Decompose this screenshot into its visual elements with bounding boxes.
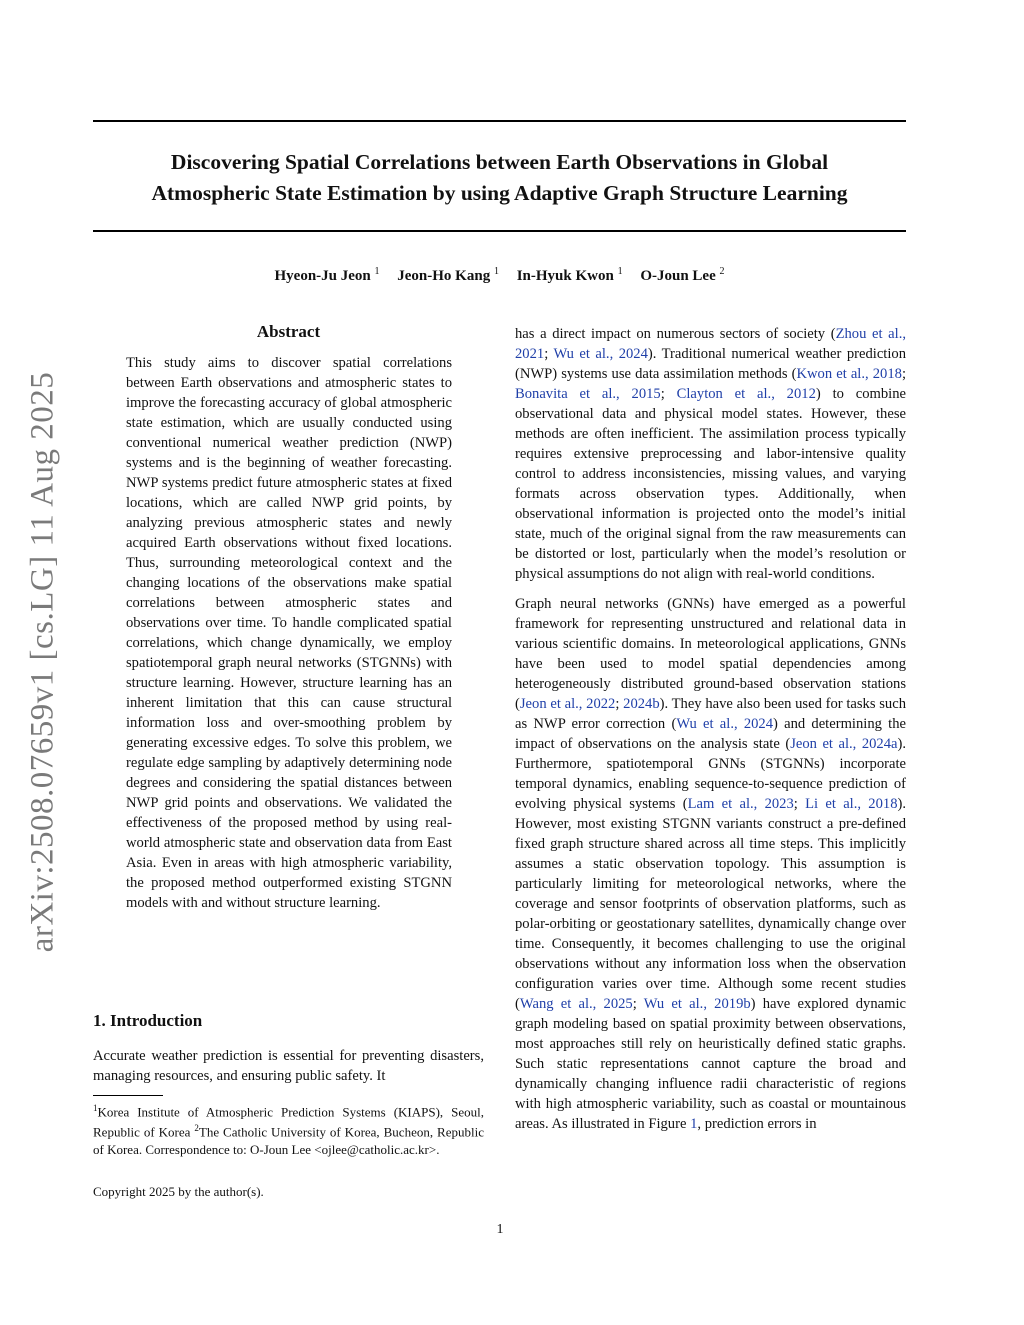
citation-link[interactable]: Lam et al., 2023 (687, 796, 794, 812)
footnote-mark: 2 (194, 1123, 199, 1134)
title-line-1: Discovering Spatial Correlations between Earth Observations in Global (170, 150, 829, 174)
author-affiliation-mark: 1 (374, 266, 380, 277)
footnote-rule (93, 1095, 163, 1096)
title-line-2: Atmospheric State Estimation by using Adaptive Graph Structure Learning (151, 181, 848, 205)
author-affiliation-mark: 1 (617, 266, 623, 277)
author (275, 268, 380, 284)
affiliation-footnote (93, 1100, 484, 1158)
section-heading-introduction: 1. Introduction (93, 1011, 203, 1030)
paragraph-text: has a direct impact on numerous sectors of society ( (515, 326, 836, 342)
paragraph-text: ; (660, 386, 677, 402)
author-list (93, 266, 906, 285)
citation-link[interactable]: Wu et al., 2024 (553, 346, 648, 362)
author (517, 268, 623, 284)
footnote-mark: 1 (93, 1103, 98, 1113)
paragraph-text: ; (615, 696, 624, 712)
abstract-heading: Abstract (256, 322, 321, 341)
author-name: Hyeon-Ju Jeon (274, 268, 371, 284)
right-column (515, 324, 906, 1144)
citation-link[interactable]: 1 (690, 1116, 698, 1132)
abstract-text: This study aims to discover spatial correlations between Earth observations and atmospheric states to improve the forecasting accuracy of global atmospheric state estimation, which are usually conducted using conventional numerical weather prediction (NWP) systems and is the beginning of weather forecasting. NWP systems predict future atmospheric states at fixed locations, which are called NWP grid points, by analyzing previous atmospheric states and newly acquired Earth observations without fixed locations. Thus, surrounding meteorological context and the changing locations of the observations make spatial correlations between atmospheric states and observations over time. To handle complicated spatial correlations, which change dynamically, we employ spatiotemporal graph neural networks (STGNNs) with structure learning. However, structure learning has an inherent limitation that this can cause structural information loss and over-smoothing problem by generating excessive edges. To solve this problem, we regulate edge sampling by adaptively determining node degrees and considering the spatial distances between NWP grid points and observations. We validated the effectiveness of the proposed method by using real-world atmospheric state and observation data from East Asia. Even in areas with high atmospheric variability, the proposed method outperformed existing STGNN models with and without structure learning. (126, 355, 452, 911)
arxiv-identifier: arXiv:2508.07659v1 [cs.LG] 11 Aug 2025 (24, 371, 61, 953)
paragraph-text: ; (793, 796, 806, 812)
paper-title (93, 147, 906, 209)
paragraph-text: ) to combine observational data and physical model states. However, these methods are often inefficient. The assimilation process typically requires extensive preprocessing and labor-intensive quality control to address inconsistencies, missing values, and varying formats across observation types. Additionally, when observational information is projected onto the model’s initial state, much of the original signal from the raw measurements can be distorted or lost, particularly when the model’s resolution or physical assumptions do not align with real-world conditions. (515, 386, 906, 582)
citation-link[interactable]: Clayton et al., 2012 (676, 386, 816, 402)
copyright-notice: Copyright 2025 by the author(s). (93, 1184, 264, 1199)
citation-link[interactable]: Kwon et al., 2018 (796, 366, 902, 382)
author-name: Jeon-Ho Kang (397, 268, 491, 284)
author-affiliation-mark: 2 (719, 266, 725, 277)
intro-paragraph (515, 594, 906, 1134)
paragraph-text: Graph neural networks (GNNs) have emerged as a powerful framework for representing unstructured and relational data in various scientific domains. In meteorological applications, GNNs have been used to model spatial dependencies among heterogeneously distributed ground-based observation stations ( (515, 596, 906, 712)
citation-link[interactable]: Wu et al., 2024 (676, 716, 774, 732)
paragraph-text: ; (632, 996, 644, 1012)
paragraph-text: ). Furthermore, spatiotemporal GNNs (STGNNs) incorporate temporal dynamics, enabling sequence-to-sequence prediction of evolving physical systems ( (515, 736, 906, 812)
author-name: In-Hyuk Kwon (516, 268, 614, 284)
citation-link[interactable]: Jeon et al., 2022 (519, 696, 616, 712)
paragraph-text: ). They have also been used for tasks such as NWP error correction ( (515, 696, 907, 732)
citation-link[interactable]: Wu et al., 2019b (643, 996, 751, 1012)
author-affiliation-mark: 1 (493, 266, 499, 277)
citation-link[interactable]: Bonavita et al., 2015 (515, 386, 661, 402)
intro-paragraph (515, 324, 906, 584)
citation-link[interactable]: Zhou et al., 2021 (515, 326, 906, 362)
citation-link[interactable]: Jeon et al., 2024a (790, 736, 898, 752)
paragraph-text: ). Traditional numerical weather prediction (NWP) systems use data assimilation methods ( (515, 346, 907, 382)
paragraph-text: ) and determining the impact of observations on the analysis state ( (515, 716, 906, 752)
author (640, 268, 724, 284)
footnote-text: The Catholic University of Korea, Bucheon, Republic of Korea. Correspondence to: O-Joun Lee <ojlee@catholic.ac.kr>. (93, 1124, 484, 1157)
paragraph-text: ) have explored dynamic graph modeling based on spatial proximity between observations, most approaches still rely on heuristically defined static graphs. Such static representations cannot capture the broad and dynamically changing influence radii characteristic of regions with high atmospheric variability, such as coastal or mountainous areas. As illustrated in Figure (515, 996, 906, 1132)
author-name: O-Joun Lee (640, 268, 716, 284)
intro-paragraph-left: Accurate weather prediction is essential for preventing disasters, managing resources, and ensuring public safety. It (93, 1048, 484, 1084)
citation-link[interactable]: 2024b (623, 696, 660, 712)
paragraph-text: ; (544, 346, 554, 362)
footnote-text: Korea Institute of Atmospheric Prediction Systems (KIAPS), Seoul, Republic of Korea (93, 1104, 484, 1140)
paragraph-text: ). However, most existing STGNN variants construct a pre-defined fixed graph structure shared across all time steps. This implicitly assumes a static observation topology. This assumption is particularly limiting for meteorological networks, where the coverage and sensor footprints of observation platforms, such as polar-orbiting or geostationary satellites, dynamically change over time. Consequently, it becomes challenging to use the original observations without any information loss when the observation configuration varies over time. Although some recent studies ( (515, 796, 907, 1012)
title-bottom-rule (93, 230, 906, 232)
citation-link[interactable]: Wang et al., 2025 (519, 996, 633, 1012)
page-number: 1 (496, 1222, 504, 1237)
author (397, 268, 499, 284)
paragraph-text: , prediction errors in (697, 1116, 817, 1132)
citation-link[interactable]: Li et al., 2018 (805, 796, 898, 812)
paragraph-text: ; (901, 366, 906, 382)
title-top-rule (93, 120, 906, 122)
